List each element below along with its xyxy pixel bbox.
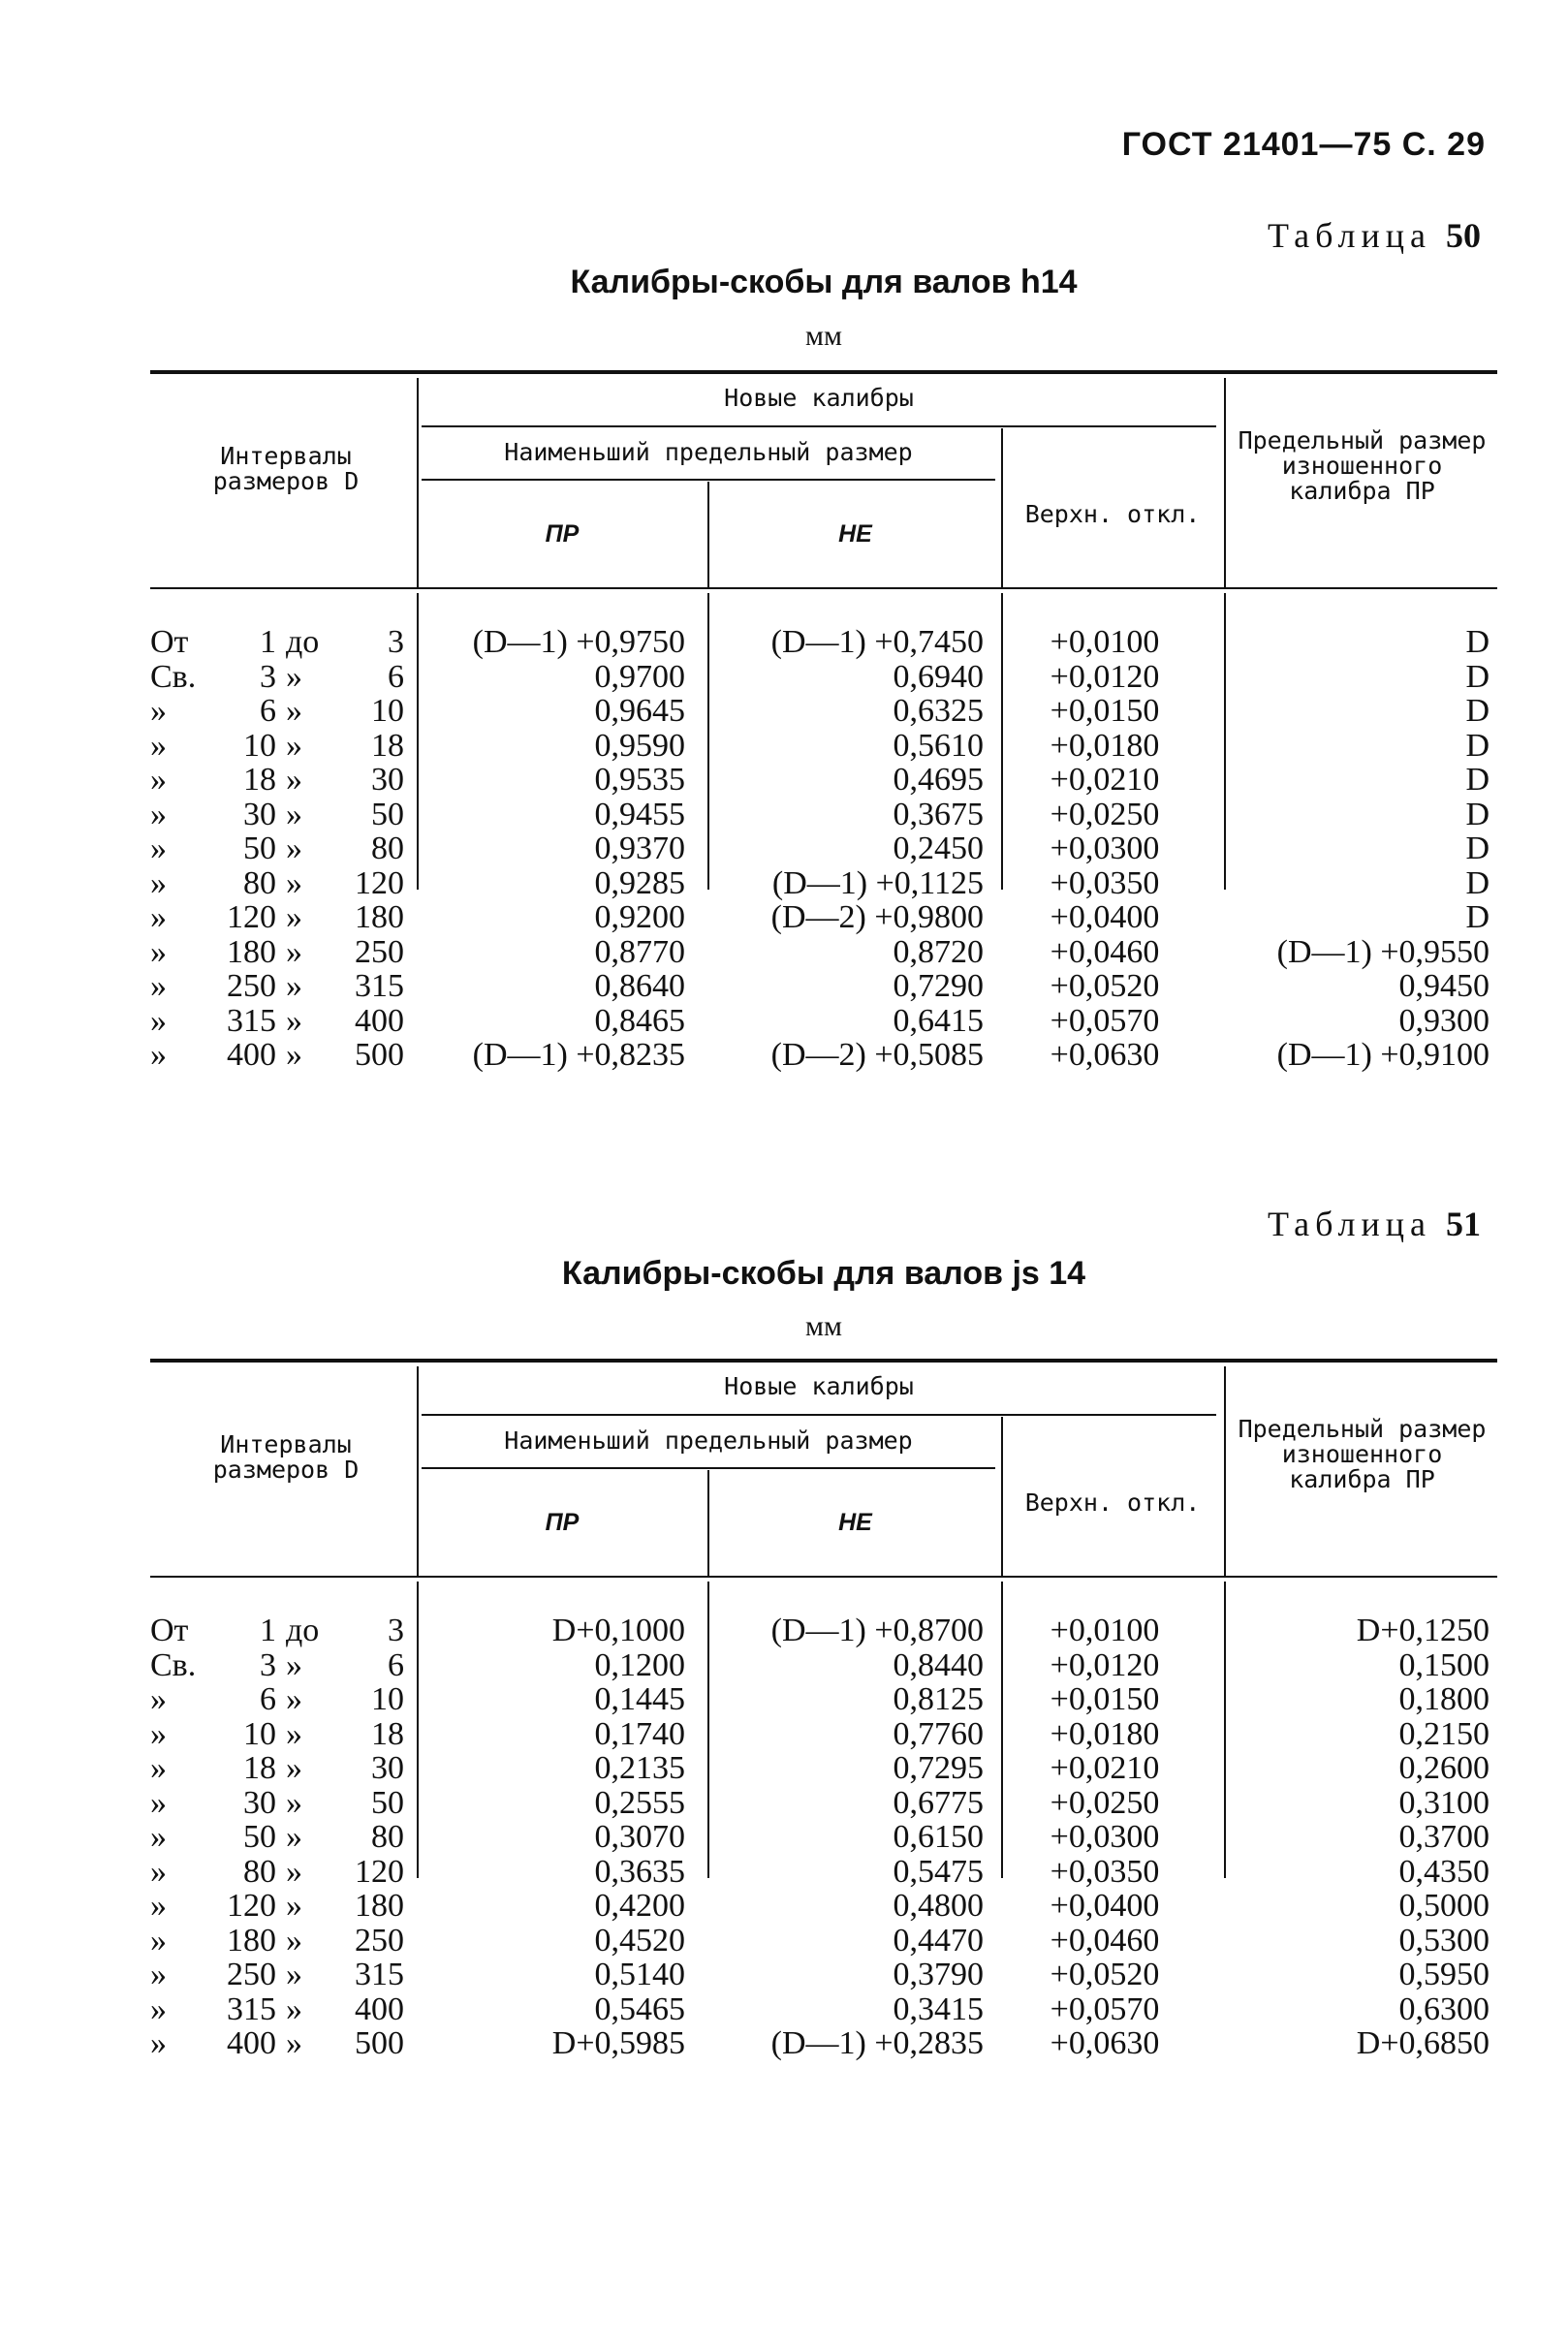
interval-sep: » — [286, 1990, 302, 2027]
header-pr: ПР — [545, 520, 580, 548]
interval-from: 400 — [227, 2025, 276, 2061]
interval-sep: » — [286, 1715, 302, 1752]
ne-value: 0,6325 — [893, 693, 984, 729]
interval-from: 3 — [260, 658, 276, 695]
interval-from: 18 — [243, 762, 276, 798]
table-row — [150, 1038, 1497, 1072]
row-prefix: » — [150, 1750, 167, 1786]
header-min-size: Наименьший предельный размер — [504, 1426, 913, 1455]
table-row — [150, 798, 1497, 831]
interval-sep: » — [286, 1853, 302, 1890]
col-divider — [1224, 1366, 1226, 1578]
interval-sep: » — [286, 968, 302, 1004]
interval-from: 315 — [227, 1002, 276, 1039]
col-divider — [417, 1366, 419, 1578]
worn-size-value: 0,4350 — [1398, 1853, 1490, 1890]
interval-to: 10 — [371, 1681, 404, 1717]
upper-dev-value: +0,0120 — [1050, 1646, 1160, 1683]
interval-from: 315 — [227, 1990, 276, 2027]
interval-sep: » — [286, 727, 302, 764]
interval-to: 3 — [388, 624, 404, 660]
units-label-51: мм — [805, 1310, 842, 1342]
table-row — [150, 1958, 1497, 1991]
pr-value: 0,5140 — [594, 1957, 685, 1992]
interval-sep: » — [286, 1037, 302, 1073]
upper-dev-value: +0,0570 — [1050, 1002, 1160, 1039]
table-title-50: Калибры-скобы для валов h14 — [570, 264, 1078, 300]
interval-to: 80 — [371, 1819, 404, 1855]
interval-sep: » — [286, 864, 302, 901]
worn-size-value: D — [1465, 864, 1490, 901]
ne-value: 0,8440 — [893, 1646, 984, 1683]
interval-to: 3 — [388, 1613, 404, 1648]
table-row — [150, 935, 1497, 969]
interval-from: 120 — [227, 1888, 276, 1924]
ne-value: 0,7295 — [893, 1750, 984, 1786]
table-row — [150, 2026, 1497, 2060]
interval-to: 18 — [371, 727, 404, 764]
table-row — [150, 1717, 1497, 1751]
pr-value: 0,9645 — [594, 693, 685, 729]
upper-dev-value: +0,0630 — [1050, 2025, 1160, 2061]
upper-dev-value: +0,0210 — [1050, 1750, 1160, 1786]
header-bottom-rule — [150, 587, 1497, 589]
row-prefix: » — [150, 1990, 167, 2027]
pr-value: 0,1740 — [594, 1715, 685, 1752]
row-prefix: » — [150, 2025, 167, 2061]
ne-value: 0,6415 — [893, 1002, 984, 1039]
row-prefix: Св. — [150, 658, 197, 695]
interval-from: 50 — [243, 830, 276, 866]
worn-size-value: D — [1465, 830, 1490, 866]
interval-sep: » — [286, 1002, 302, 1039]
pr-value: 0,2555 — [594, 1784, 685, 1821]
row-prefix: » — [150, 1819, 167, 1855]
interval-from: 250 — [227, 968, 276, 1004]
table-top-rule — [150, 370, 1497, 374]
interval-to: 30 — [371, 1750, 404, 1786]
table-label-number: 50 — [1446, 216, 1481, 255]
worn-size-value: 0,9450 — [1398, 968, 1490, 1004]
interval-to: 400 — [355, 1990, 404, 2027]
col-divider — [1224, 378, 1226, 589]
interval-to: 400 — [355, 1002, 404, 1039]
interval-to: 18 — [371, 1715, 404, 1752]
interval-from: 10 — [243, 1715, 276, 1752]
pr-value: (D—1) +0,8235 — [472, 1037, 685, 1073]
worn-size-value: D+0,1250 — [1356, 1613, 1490, 1648]
ne-value: 0,6940 — [893, 658, 984, 695]
worn-size-value: 0,5000 — [1398, 1888, 1490, 1924]
pr-value: 0,9370 — [594, 830, 685, 866]
table-row — [150, 694, 1497, 728]
worn-size-value: 0,3100 — [1398, 1784, 1490, 1821]
worn-size-value: D — [1465, 727, 1490, 764]
worn-size-value: 0,5300 — [1398, 1922, 1490, 1958]
upper-dev-value: +0,0120 — [1050, 658, 1160, 695]
pr-value: 0,8770 — [594, 933, 685, 970]
interval-from: 18 — [243, 1750, 276, 1786]
row-prefix: » — [150, 1922, 167, 1958]
worn-size-value: D — [1465, 693, 1490, 729]
units-label-50: мм — [805, 320, 842, 352]
upper-dev-value: +0,0350 — [1050, 864, 1160, 901]
interval-sep: » — [286, 1922, 302, 1958]
ne-value: 0,3675 — [893, 796, 984, 832]
pr-value: 0,3070 — [594, 1819, 685, 1855]
interval-sep: до — [286, 624, 320, 660]
header-intervals: Интервалы размеров D — [212, 1430, 360, 1484]
row-prefix: » — [150, 693, 167, 729]
interval-sep: » — [286, 899, 302, 935]
interval-to: 30 — [371, 762, 404, 798]
interval-sep: до — [286, 1613, 320, 1648]
upper-dev-value: +0,0400 — [1050, 899, 1160, 935]
interval-from: 80 — [243, 1853, 276, 1890]
col-divider — [1001, 1417, 1003, 1578]
worn-size-value: 0,3700 — [1398, 1819, 1490, 1855]
interval-sep: » — [286, 693, 302, 729]
interval-to: 250 — [355, 1922, 404, 1958]
interval-from: 30 — [243, 796, 276, 832]
upper-dev-value: +0,0570 — [1050, 1990, 1160, 2027]
table-row — [150, 831, 1497, 865]
row-prefix: » — [150, 830, 167, 866]
interval-sep: » — [286, 1681, 302, 1717]
row-prefix: » — [150, 762, 167, 798]
ne-value: 0,5610 — [893, 727, 984, 764]
table-row — [150, 763, 1497, 797]
row-prefix: » — [150, 1888, 167, 1924]
pr-value: 0,8465 — [594, 1002, 685, 1039]
interval-to: 180 — [355, 899, 404, 935]
row-prefix: » — [150, 1681, 167, 1717]
pr-value: 0,5465 — [594, 1990, 685, 2027]
ne-value: (D—2) +0,5085 — [770, 1037, 984, 1073]
row-prefix: » — [150, 1957, 167, 1992]
upper-dev-value: +0,0400 — [1050, 1888, 1160, 1924]
interval-sep: » — [286, 933, 302, 970]
col-divider — [707, 482, 709, 589]
interval-from: 10 — [243, 727, 276, 764]
table-row — [150, 1786, 1497, 1820]
row-prefix: » — [150, 864, 167, 901]
table-row — [150, 1855, 1497, 1889]
ne-value: 0,3790 — [893, 1957, 984, 1992]
worn-size-value: 0,5950 — [1398, 1957, 1490, 1992]
row-prefix: » — [150, 968, 167, 1004]
upper-dev-value: +0,0300 — [1050, 1819, 1160, 1855]
pr-value: 0,1445 — [594, 1681, 685, 1717]
interval-to: 315 — [355, 968, 404, 1004]
page-header: ГОСТ 21401—75 С. 29 — [1121, 126, 1486, 163]
upper-dev-value: +0,0520 — [1050, 968, 1160, 1004]
worn-size-value: D — [1465, 796, 1490, 832]
interval-sep: » — [286, 1750, 302, 1786]
header-min-size: Наименьший предельный размер — [504, 438, 913, 466]
row-prefix: » — [150, 1002, 167, 1039]
worn-size-value: 0,2150 — [1398, 1715, 1490, 1752]
ne-value: 0,8125 — [893, 1681, 984, 1717]
upper-dev-value: +0,0460 — [1050, 1922, 1160, 1958]
interval-to: 500 — [355, 2025, 404, 2061]
table-row — [150, 866, 1497, 900]
upper-dev-value: +0,0210 — [1050, 762, 1160, 798]
interval-to: 6 — [388, 658, 404, 695]
header-divider — [422, 425, 1216, 427]
interval-to: 10 — [371, 693, 404, 729]
table-row — [150, 1751, 1497, 1785]
row-prefix: » — [150, 1784, 167, 1821]
interval-sep: » — [286, 1888, 302, 1924]
ne-value: 0,6775 — [893, 1784, 984, 1821]
table-row — [150, 1820, 1497, 1854]
worn-size-value: 0,1800 — [1398, 1681, 1490, 1717]
table-label-51 — [1268, 1204, 1481, 1244]
interval-sep: » — [286, 1957, 302, 1992]
interval-from: 80 — [243, 864, 276, 901]
header-ne: НЕ — [838, 520, 872, 548]
row-prefix: » — [150, 899, 167, 935]
ne-value: 0,3415 — [893, 1990, 984, 2027]
row-prefix: » — [150, 1715, 167, 1752]
interval-from: 1 — [260, 624, 276, 660]
pr-value: (D—1) +0,9750 — [472, 624, 685, 660]
table-top-rule — [150, 1359, 1497, 1363]
interval-sep: » — [286, 658, 302, 695]
ne-value: 0,6150 — [893, 1819, 984, 1855]
interval-sep: » — [286, 2025, 302, 2061]
ne-value: 0,5475 — [893, 1853, 984, 1890]
ne-value: 0,4800 — [893, 1888, 984, 1924]
interval-to: 50 — [371, 1784, 404, 1821]
header-new-gauges: Новые калибры — [724, 384, 914, 412]
table-row — [150, 1614, 1497, 1647]
table-title-51: Калибры-скобы для валов js 14 — [561, 1255, 1086, 1292]
upper-dev-value: +0,0180 — [1050, 727, 1160, 764]
interval-from: 250 — [227, 1957, 276, 1992]
interval-from: 6 — [260, 693, 276, 729]
row-prefix: » — [150, 796, 167, 832]
interval-from: 50 — [243, 1819, 276, 1855]
interval-sep: » — [286, 1819, 302, 1855]
header-intervals: Интервалы размеров D — [212, 442, 360, 495]
interval-to: 120 — [355, 864, 404, 901]
interval-sep: » — [286, 796, 302, 832]
ne-value: (D—1) +0,8700 — [770, 1613, 984, 1648]
row-prefix: » — [150, 727, 167, 764]
upper-dev-value: +0,0150 — [1050, 1681, 1160, 1717]
worn-size-value: 0,2600 — [1398, 1750, 1490, 1786]
col-divider — [707, 1470, 709, 1578]
worn-size-value: (D—1) +0,9550 — [1276, 933, 1490, 970]
ne-value: (D—2) +0,9800 — [770, 899, 984, 935]
worn-size-value: D — [1465, 658, 1490, 695]
interval-to: 500 — [355, 1037, 404, 1073]
interval-to: 6 — [388, 1646, 404, 1683]
pr-value: 0,8640 — [594, 968, 685, 1004]
ne-value: (D—1) +0,7450 — [770, 624, 984, 660]
worn-size-value: 0,1500 — [1398, 1646, 1490, 1683]
ne-value: (D—1) +0,2835 — [770, 2025, 984, 2061]
header-divider — [422, 1467, 995, 1469]
table-row — [150, 1992, 1497, 2026]
upper-dev-value: +0,0180 — [1050, 1715, 1160, 1752]
pr-value: 0,3635 — [594, 1853, 685, 1890]
header-worn-size: Предельный размер изношенного калибра ПР — [1238, 1415, 1487, 1493]
interval-to: 250 — [355, 933, 404, 970]
table-label-number: 51 — [1446, 1205, 1481, 1243]
header-upper-deviation: Верхн. откл. — [1024, 500, 1201, 528]
interval-to: 315 — [355, 1957, 404, 1992]
interval-sep: » — [286, 762, 302, 798]
worn-size-value: D — [1465, 899, 1490, 935]
upper-dev-value: +0,0460 — [1050, 933, 1160, 970]
interval-from: 180 — [227, 933, 276, 970]
col-divider — [417, 378, 419, 589]
ne-value: 0,7290 — [893, 968, 984, 1004]
pr-value: D+0,5985 — [551, 2025, 685, 2061]
table-label-word: Таблица — [1268, 216, 1431, 255]
table-row — [150, 1648, 1497, 1682]
pr-value: 0,4200 — [594, 1888, 685, 1924]
header-divider — [422, 479, 995, 481]
pr-value: 0,9455 — [594, 796, 685, 832]
upper-dev-value: +0,0150 — [1050, 693, 1160, 729]
pr-value: 0,9200 — [594, 899, 685, 935]
ne-value: 0,4695 — [893, 762, 984, 798]
header-pr: ПР — [545, 1509, 580, 1536]
row-prefix: Св. — [150, 1646, 197, 1683]
pr-value: 0,9700 — [594, 658, 685, 695]
col-divider — [1001, 428, 1003, 589]
table-label-word: Таблица — [1268, 1205, 1431, 1243]
worn-size-value: D+0,6850 — [1356, 2025, 1490, 2061]
table-row — [150, 1889, 1497, 1923]
upper-dev-value: +0,0520 — [1050, 1957, 1160, 1992]
table-row — [150, 729, 1497, 763]
interval-from: 30 — [243, 1784, 276, 1821]
ne-value: 0,8720 — [893, 933, 984, 970]
pr-value: 0,9590 — [594, 727, 685, 764]
row-prefix: От — [150, 624, 189, 660]
upper-dev-value: +0,0100 — [1050, 1613, 1160, 1648]
table-row — [150, 1924, 1497, 1958]
upper-dev-value: +0,0100 — [1050, 624, 1160, 660]
worn-size-value: 0,6300 — [1398, 1990, 1490, 2027]
interval-to: 180 — [355, 1888, 404, 1924]
row-prefix: » — [150, 1853, 167, 1890]
interval-from: 1 — [260, 1613, 276, 1648]
pr-value: 0,9285 — [594, 864, 685, 901]
upper-dev-value: +0,0300 — [1050, 830, 1160, 866]
pr-value: 0,2135 — [594, 1750, 685, 1786]
row-prefix: » — [150, 933, 167, 970]
worn-size-value: D — [1465, 624, 1490, 660]
upper-dev-value: +0,0350 — [1050, 1853, 1160, 1890]
pr-value: D+0,1000 — [551, 1613, 685, 1648]
upper-dev-value: +0,0250 — [1050, 796, 1160, 832]
table-row — [150, 900, 1497, 934]
header-bottom-rule — [150, 1576, 1497, 1578]
table-row — [150, 1004, 1497, 1038]
header-worn-size: Предельный размер изношенного калибра ПР — [1238, 426, 1487, 505]
header-ne: НЕ — [838, 1509, 872, 1536]
upper-dev-value: +0,0250 — [1050, 1784, 1160, 1821]
interval-from: 6 — [260, 1681, 276, 1717]
table-label-50 — [1268, 215, 1481, 256]
interval-from: 3 — [260, 1646, 276, 1683]
header-upper-deviation: Верхн. откл. — [1024, 1488, 1201, 1517]
upper-dev-value: +0,0630 — [1050, 1037, 1160, 1073]
row-prefix: От — [150, 1613, 189, 1648]
interval-to: 120 — [355, 1853, 404, 1890]
pr-value: 0,9535 — [594, 762, 685, 798]
interval-sep: » — [286, 1784, 302, 1821]
ne-value: (D—1) +0,1125 — [771, 864, 984, 901]
header-new-gauges: Новые калибры — [724, 1372, 914, 1400]
header-divider — [422, 1414, 1216, 1416]
table-row — [150, 625, 1497, 659]
worn-size-value: D — [1465, 762, 1490, 798]
table-row — [150, 660, 1497, 694]
ne-value: 0,7760 — [893, 1715, 984, 1752]
table-row — [150, 1682, 1497, 1716]
ne-value: 0,2450 — [893, 830, 984, 866]
table-row — [150, 969, 1497, 1003]
pr-value: 0,1200 — [594, 1646, 685, 1683]
worn-size-value: (D—1) +0,9100 — [1276, 1037, 1490, 1073]
interval-to: 50 — [371, 796, 404, 832]
interval-from: 180 — [227, 1922, 276, 1958]
worn-size-value: 0,9300 — [1398, 1002, 1490, 1039]
interval-to: 80 — [371, 830, 404, 866]
interval-sep: » — [286, 830, 302, 866]
pr-value: 0,4520 — [594, 1922, 685, 1958]
interval-sep: » — [286, 1646, 302, 1683]
interval-from: 120 — [227, 899, 276, 935]
row-prefix: » — [150, 1037, 167, 1073]
ne-value: 0,4470 — [893, 1922, 984, 1958]
interval-from: 400 — [227, 1037, 276, 1073]
